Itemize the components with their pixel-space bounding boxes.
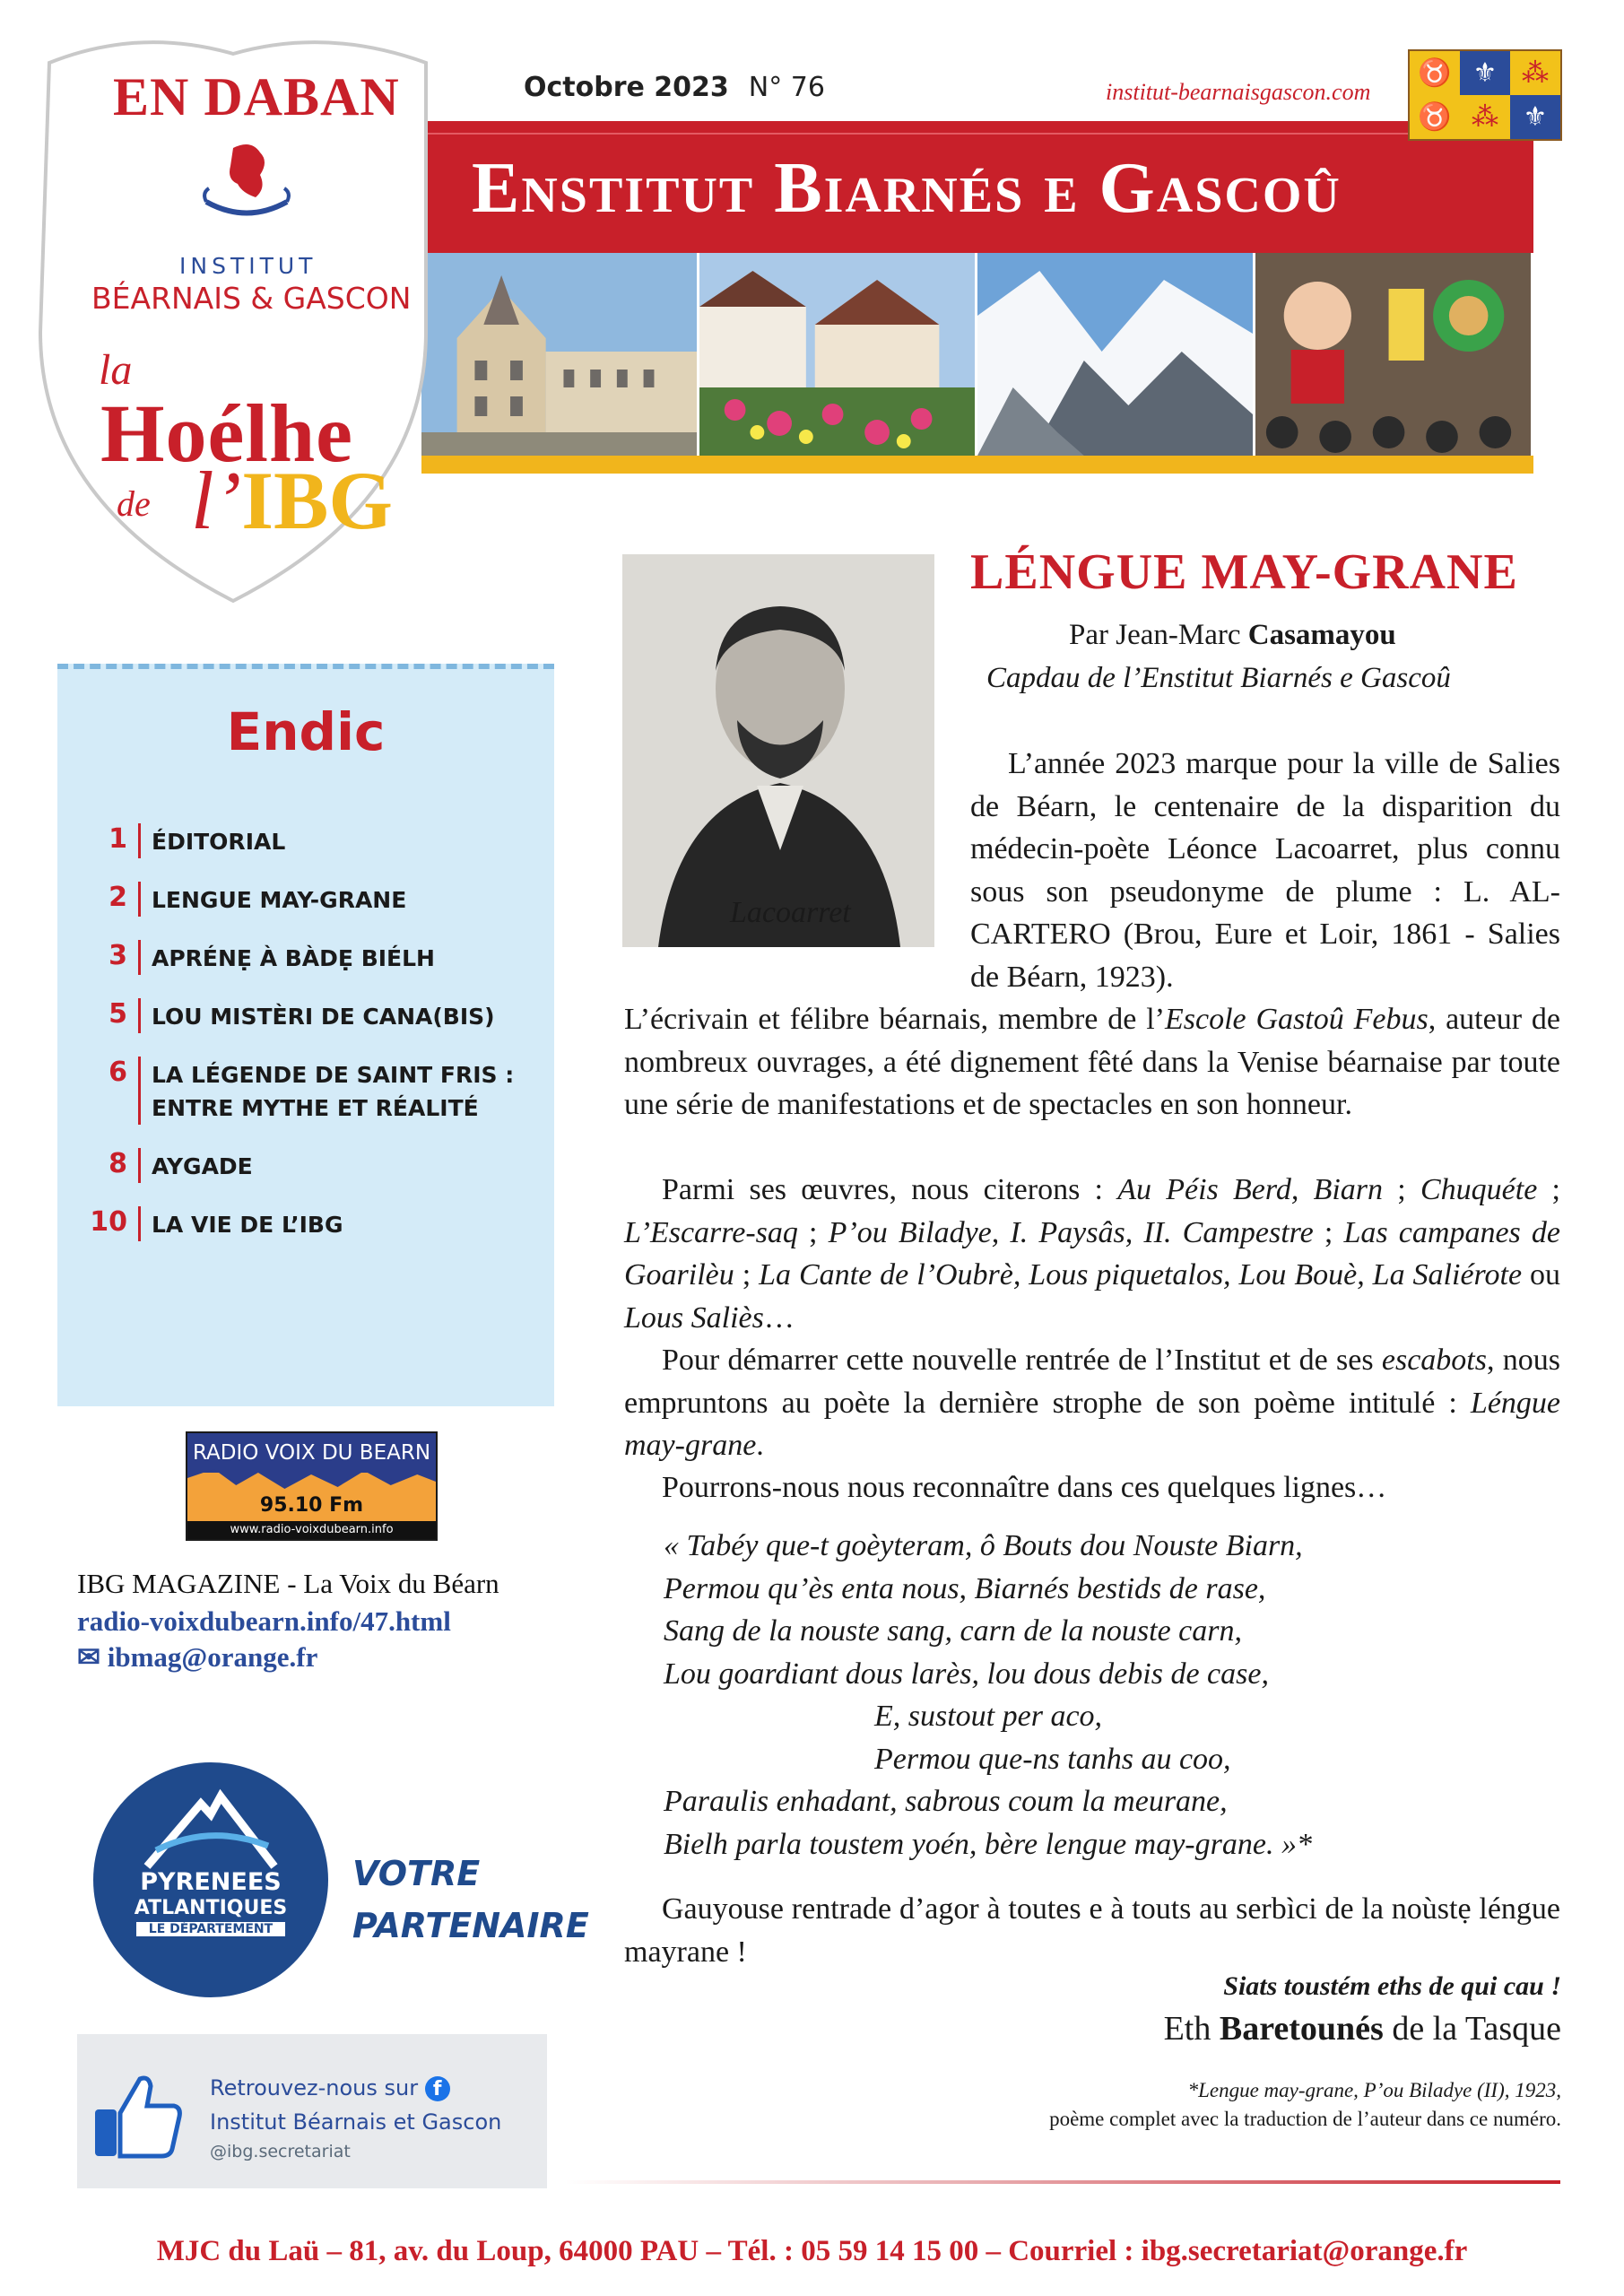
- paragraph-1-continued: L’écrivain et félibre béarnais, membre de l’Escole Gastoû Febus, auteur de nombreux ouvrages, a été dignement fêté dans la Venise béarnaise par toute une série de manifestations et de spectacles en son honneur.: [624, 1003, 1560, 1121]
- poem-stanza: [664, 1525, 1560, 1866]
- photo-mountains: [977, 253, 1255, 456]
- header-photo-strip: [421, 253, 1533, 456]
- wheat-icon: ⁂: [1460, 95, 1510, 139]
- cow-icon: ♉: [1410, 51, 1460, 95]
- table-of-contents: [57, 664, 554, 1406]
- poem-line: Paraulis enhadant, sabrous coum la meurane,: [664, 1785, 1228, 1818]
- facebook-page-name: Institut Béarnais et Gascon: [210, 2109, 502, 2135]
- signature: Eth Baretounés de la Tasque: [1163, 2010, 1561, 2048]
- lion-emblem-icon: [202, 139, 291, 238]
- footer-rule: [565, 2180, 1560, 2184]
- paragraph-3: Pour démarrer cette nouvelle rentrée de l’Institut et de ses escabots, nous empruntons au poète la dernière strophe de son poème intitulé : Léngue may-grane.: [624, 1344, 1560, 1462]
- mail-icon: ✉: [77, 1641, 100, 1673]
- facebook-icon: f: [425, 2076, 450, 2101]
- fleur-icon: ⚜: [1460, 51, 1510, 95]
- pyrenees-atlantiques-logo: PYRENEES ATLANTIQUES LE DÉPARTEMENT: [93, 1762, 328, 1997]
- footer-address: MJC du Laü – 81, av. du Loup, 64000 PAU – Tél. : 05 59 14 15 00 – Courriel : ibg.secretariat@orange.fr: [156, 2235, 1468, 2267]
- paragraph-4: Pourrons-nous nous reconnaître dans ces quelques lignes…: [662, 1471, 1387, 1504]
- magazine-email[interactable]: ✉ ibmag@orange.fr: [77, 1641, 318, 1673]
- author-role: Capdau de l’Enstitut Biarnés e Gascoû: [986, 662, 1451, 694]
- website-link[interactable]: institut-bearnaisgascon.com: [1106, 79, 1371, 105]
- thumbs-up-icon: [93, 2070, 183, 2160]
- logo-de: de: [117, 483, 151, 524]
- bearn-gascony-flag: [1408, 49, 1562, 141]
- en-daban-heading: EN DABAN: [113, 67, 400, 126]
- photo-village-flowers: [699, 253, 977, 456]
- poem-line: Permou que-ns tanhs au coo,: [874, 1742, 1231, 1776]
- logo-institut: INSTITUT: [179, 253, 317, 279]
- logo-ibg: l’IBG: [191, 455, 393, 546]
- mountain-peak-icon: [138, 1787, 283, 1870]
- toc-item[interactable]: 3 APRÉNẸ À BÀDẸ BIÉLH: [86, 940, 534, 975]
- closing-motto: Siats toustém eths de qui cau !: [1223, 1971, 1561, 2001]
- paragraph-1: L’année 2023 marque pour la ville de Salies de Béarn, le centenaire de la disparition du médecin-poète Léonce Lacoarret, plus connu sous son pseudonyme de plume : L. AL-CARTERO (Brou, Eure et Loir, 1861 - Salies de Béarn, 1923).: [970, 747, 1560, 994]
- radio-url: www.radio-voixdubearn.info: [187, 1521, 436, 1539]
- toc-title: Endic: [226, 701, 386, 762]
- article-byline: Par Jean-Marc Casamayou: [1069, 619, 1396, 651]
- facebook-handle: @ibg.secretariat: [210, 2142, 351, 2161]
- toc-item[interactable]: 10 LA VIE DE L’IBG: [86, 1206, 534, 1241]
- poem-line: Sang de la nouste sang, carn de la nouste carn,: [664, 1614, 1242, 1648]
- issue-info: [524, 72, 825, 103]
- logo-hoelhe: Hoélhe: [100, 387, 353, 479]
- ibg-magazine-label: IBG MAGAZINE - La Voix du Béarn: [77, 1568, 499, 1599]
- toc-item[interactable]: 5 LOU MISTÈRI DE CANA(BIS): [86, 998, 534, 1033]
- issue-date: Octobre 2023: [524, 72, 729, 103]
- article-title: LÉNGUE MAY-GRANE: [970, 544, 1518, 600]
- portrait-lacoarret: [622, 554, 934, 947]
- poem-line: Bielh parla toustem yoén, bère lengue may-grane. »*: [664, 1827, 1312, 1861]
- poem-line: « Tabéy que-t goèyteram, ô Bouts dou Nouste Biarn,: [664, 1529, 1303, 1562]
- header-yellow-rule: [421, 456, 1533, 474]
- paragraph-2: Parmi ses œuvres, nous citerons : Au Péis Berd, Biarn ; Chuquéte ; L’Escarre-saq ; P’ou Biladye, I. Paysâs, II. Campestre ; Las campanes de Goarilèu ; La Cante de l’Oubrè, Lous piquetalos, Lou Bouè, La Saliérote ou Lous Saliès…: [624, 1173, 1561, 1335]
- toc-item[interactable]: 8 AYGADE: [86, 1148, 534, 1183]
- wheat-icon: ⁂: [1510, 51, 1560, 95]
- photo-carnival: [1255, 253, 1533, 456]
- poem-line: E, sustout per aco,: [874, 1700, 1103, 1733]
- facebook-panel[interactable]: [77, 2034, 547, 2188]
- radio-frequency: 95.10 Fm: [259, 1494, 364, 1517]
- poem-line: Lou goardiant dous larès, lou dous debis de case,: [664, 1657, 1269, 1691]
- portrait-signature: Lacoarret: [730, 896, 851, 929]
- issue-number: N° 76: [748, 72, 825, 103]
- radio-podcast-link[interactable]: radio-voixdubearn.info/47.html: [77, 1605, 451, 1637]
- radio-name: RADIO VOIX DU BEARN: [187, 1433, 436, 1473]
- fleur-icon: ⚜: [1510, 95, 1560, 139]
- toc-item[interactable]: 6 LA LÉGENDE DE SAINT FRIS : ENTRE MYTHE ET RÉALITÉ: [86, 1057, 534, 1125]
- footnote-translation: poème complet avec la traduction de l’auteur dans ce numéro.: [1049, 2108, 1561, 2130]
- partner-tagline: VOTRE PARTENAIRE: [352, 1854, 589, 1945]
- institute-title: Enstitut Biarnés e Gascoû: [472, 149, 1342, 228]
- cow-icon: ♉: [1410, 95, 1460, 139]
- toc-top-border: [57, 664, 554, 669]
- logo-bearnais-gascon: BÉARNAIS & GASCON: [91, 281, 412, 316]
- footnote-source: *Lengue may-grane, P’ou Biladye (II), 1923,: [1187, 2079, 1561, 2101]
- facebook-cta: Retrouvez-nous sur: [210, 2075, 419, 2100]
- paragraph-5: Gauyouse rentrade d’agor à toutes e à touts au serbìci de la noùstẹ léngue mayrane !: [624, 1892, 1560, 1969]
- toc-item[interactable]: 1 ÉDITORIAL: [86, 823, 534, 858]
- poem-line: Permou qu’ès enta nous, Biarnés bestids de rase,: [664, 1571, 1266, 1605]
- photo-pau-palace: [421, 253, 699, 456]
- toc-item[interactable]: 2 LENGUE MAY-GRANE: [86, 882, 534, 917]
- radio-voix-du-bearn-logo: [186, 1431, 438, 1541]
- logo-la: la: [99, 346, 133, 394]
